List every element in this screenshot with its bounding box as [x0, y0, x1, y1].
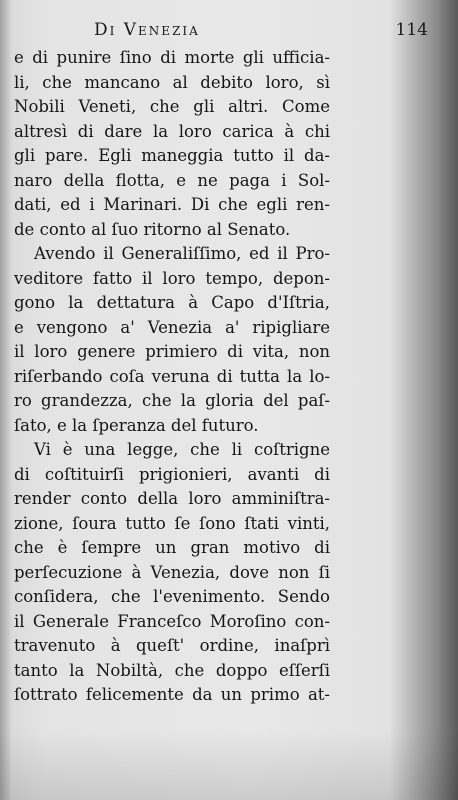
text-line: ſottrato felicemente da un primo at- [14, 685, 330, 704]
text-line: Nobili Veneti, che gli altri. Come [14, 97, 330, 116]
page-number: 114 [395, 20, 428, 40]
text-line: li, che mancano al debito loro, sì [14, 72, 330, 92]
text-line: ro grandezza, che la gloria del paſ- [14, 391, 330, 410]
text-line: render conto della loro amminiſtra- [14, 489, 330, 508]
text-line: de conto al ſuo ritorno al Senato. [14, 219, 291, 239]
text-line: tanto la Nobiltà, che doppo eſſerſi [14, 660, 330, 680]
text-line: riſerbando coſa veruna di tutta la lo- [14, 366, 330, 386]
text-line: Avendo il Generaliſſimo, ed il Pro- [34, 244, 330, 263]
text-line: e di punire ſino di morte gli ufficia- [14, 48, 330, 67]
page-header [60, 20, 428, 44]
text-line: perſecuzione à Venezia, dove non ſi [14, 562, 330, 582]
text-line: che è ſempre un gran motivo di [14, 538, 330, 557]
text-line: il loro genere primiero di vita, non [14, 342, 330, 361]
running-head: Di Venezia [94, 20, 200, 40]
text-line: altresì di dare la loro carica à chi [14, 121, 330, 141]
text-line: zione, ſoura tutto ſe ſono ſtati vinti, [14, 513, 330, 533]
text-line: travenuto à queſt' ordine, inaſprì [14, 636, 330, 655]
text-line: naro della flotta, e ne paga i Sol- [14, 170, 330, 190]
text-line: conſidera, che l'evenimento. Sendo [14, 587, 330, 606]
text-line: veditore fatto il loro tempo, depon- [14, 268, 330, 288]
text-line: di coſtituirſi prigionieri, avanti di [14, 464, 330, 484]
text-line: gono la dettatura à Capo d'Iſtria, [14, 293, 330, 312]
text-line: Vi è una legge, che li coſtrigne [34, 440, 330, 459]
text-line: dati, ed i Marinari. Di che egli ren- [14, 195, 330, 214]
text-line: ſato, e la ſperanza del futuro. [14, 415, 259, 435]
gutter-shadow [0, 0, 12, 800]
page-bottom-shadow [0, 730, 458, 800]
body-text [14, 46, 330, 708]
text-line: gli pare. Egli maneggia tutto il da- [14, 146, 330, 165]
text-line: il Generale Franceſco Moroſino con- [14, 611, 330, 631]
text-line: e vengono a' Venezia a' ripigliare [14, 317, 330, 337]
